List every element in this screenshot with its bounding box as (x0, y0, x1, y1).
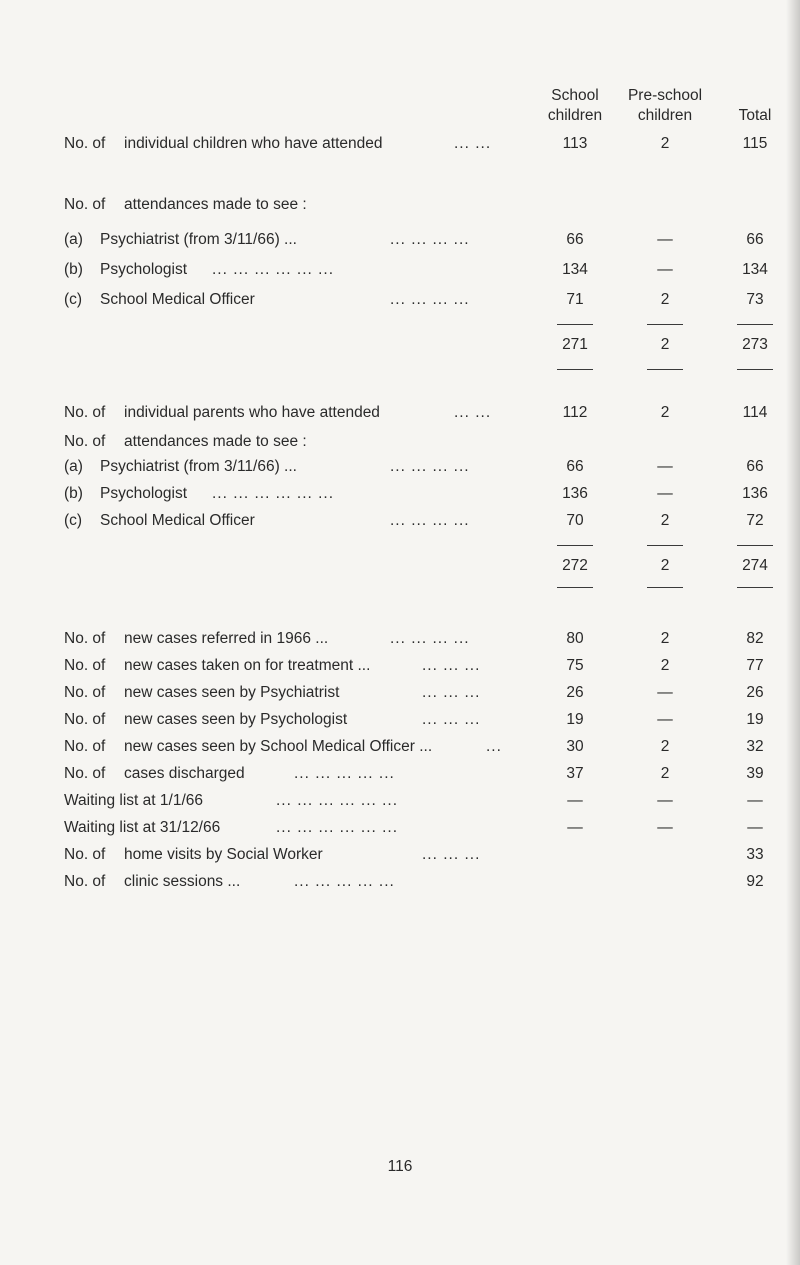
table-row (0, 871, 800, 893)
leader-dots: ... ... ... ... ... ... (212, 261, 335, 278)
row-label: attendances made to see : (124, 196, 307, 213)
leader-dots: ... ... ... ... ... (294, 873, 395, 890)
preschool-value: 2 (660, 657, 670, 674)
item-letter: (a) (64, 231, 83, 248)
school-value: 70 (566, 512, 584, 529)
column-header-total (720, 106, 790, 126)
preschool-value: 2 (660, 630, 670, 647)
preschool-value: 2 (660, 512, 670, 529)
subtotal-rule (557, 369, 593, 370)
item-letter: (b) (64, 261, 83, 278)
subtotal-rule (737, 369, 773, 370)
row-label: attendances made to see : (124, 433, 307, 450)
school-value: 272 (562, 557, 588, 574)
row-label: Psychiatrist (from 3/11/66) ... (100, 458, 297, 475)
subtotal-rule (647, 369, 683, 370)
total-value: — (747, 819, 763, 836)
leader-dots: ... ... ... ... (390, 630, 470, 647)
total-value: 77 (746, 657, 764, 674)
row-label: clinic sessions ... (124, 873, 241, 890)
row-prefix: No. of (64, 711, 106, 728)
column-header-preschool-children (615, 86, 715, 126)
table-row (0, 259, 800, 281)
leader-dots: ... ... ... ... ... (294, 765, 395, 782)
total-value: 115 (742, 135, 768, 152)
table-row (0, 817, 800, 839)
table-row (0, 682, 800, 704)
row-prefix: No. of (64, 657, 106, 674)
row-label: School Medical Officer (100, 291, 255, 308)
row-label: new cases seen by Psychiatrist (124, 684, 340, 701)
preschool-value: — (657, 485, 673, 502)
table-row (0, 844, 800, 866)
school-value: — (567, 819, 583, 836)
leader-dots: ... ... ... ... (390, 458, 470, 475)
preschool-value: 2 (660, 557, 670, 574)
row-label: new cases taken on for treatment ... (124, 657, 371, 674)
school-value: 136 (562, 485, 588, 502)
table-row (0, 456, 800, 478)
school-value: 80 (566, 630, 584, 647)
leader-dots: ... ... (454, 135, 492, 152)
preschool-value: — (657, 684, 673, 701)
row-prefix: No. of (64, 404, 106, 421)
school-value: — (567, 792, 583, 809)
preschool-value: — (657, 458, 673, 475)
leader-dots: ... ... ... ... (390, 291, 470, 308)
total-value: 136 (742, 485, 768, 502)
row-label: new cases seen by School Medical Officer ... (124, 738, 433, 755)
subtotal-row (0, 334, 800, 356)
page-edge-shadow (786, 0, 800, 1265)
total-value: 273 (742, 336, 768, 353)
table-row (0, 790, 800, 812)
school-value: 30 (566, 738, 584, 755)
row-label: Psychologist (100, 261, 188, 278)
preschool-value: — (657, 231, 673, 248)
table-row (0, 628, 800, 650)
subtotal-rule (737, 587, 773, 588)
leader-dots: ... (486, 738, 502, 755)
school-value: 112 (562, 404, 588, 421)
table-row (0, 709, 800, 731)
total-value: 82 (746, 630, 764, 647)
subtotal-rule (557, 324, 593, 325)
row-label: Psychologist (100, 485, 188, 502)
item-letter: (c) (64, 291, 83, 308)
school-value: 75 (566, 657, 584, 674)
school-value: 26 (566, 684, 584, 701)
row-label: home visits by Social Worker (124, 846, 323, 863)
subtotal-rule (647, 545, 683, 546)
school-value: 37 (566, 765, 584, 782)
leader-dots: ... ... ... ... ... ... (212, 485, 335, 502)
total-value: 114 (742, 404, 768, 421)
item-letter: (c) (64, 512, 83, 529)
row-label: Psychiatrist (from 3/11/66) ... (100, 231, 297, 248)
table-row (0, 655, 800, 677)
table-row (0, 510, 800, 532)
preschool-value: — (657, 711, 673, 728)
leader-dots: ... ... ... ... (390, 512, 470, 529)
table-row (0, 483, 800, 505)
total-value: 26 (746, 684, 764, 701)
header-line: children (547, 107, 603, 124)
subtotal-rule (647, 587, 683, 588)
header-line: School (551, 87, 599, 104)
total-value: 72 (746, 512, 764, 529)
row-prefix: No. of (64, 765, 106, 782)
preschool-value: 2 (660, 404, 670, 421)
total-value: 134 (742, 261, 768, 278)
row-label: cases discharged (124, 765, 245, 782)
school-value: 66 (566, 231, 584, 248)
total-value: 66 (746, 458, 764, 475)
row-label: School Medical Officer (100, 512, 255, 529)
leader-dots: ... ... ... (422, 684, 481, 701)
preschool-value: 2 (660, 135, 670, 152)
table-row (0, 289, 800, 311)
total-value: 92 (746, 873, 764, 890)
school-value: 19 (566, 711, 584, 728)
row-prefix: No. of (64, 433, 106, 450)
leader-dots: ... ... ... (422, 657, 481, 674)
subtotal-rule (647, 324, 683, 325)
row-prefix: No. of (64, 630, 106, 647)
row-label: Waiting list at 1/1/66 (64, 792, 203, 809)
school-value: 271 (562, 336, 588, 353)
school-value: 66 (566, 458, 584, 475)
row-prefix: No. of (64, 684, 106, 701)
row-prefix: No. of (64, 738, 106, 755)
page-number: 116 (387, 1158, 413, 1175)
subtotal-rule (557, 587, 593, 588)
column-header-school-children (535, 86, 615, 126)
row-label: Waiting list at 31/12/66 (64, 819, 221, 836)
row-prefix: No. of (64, 135, 106, 152)
subtotal-rule (557, 545, 593, 546)
row-label: new cases referred in 1966 ... (124, 630, 329, 647)
total-value: 66 (746, 231, 764, 248)
leader-dots: ... ... ... (422, 846, 481, 863)
table-row (0, 402, 800, 424)
row-prefix: No. of (64, 873, 106, 890)
preschool-value: 2 (660, 336, 670, 353)
preschool-value: 2 (660, 291, 670, 308)
row-prefix: No. of (64, 196, 106, 213)
item-letter: (b) (64, 485, 83, 502)
header-line: children (637, 107, 693, 124)
subtotal-row (0, 555, 800, 577)
subtotal-rule (737, 324, 773, 325)
total-value: 19 (746, 711, 764, 728)
item-letter: (a) (64, 458, 83, 475)
school-value: 134 (562, 261, 588, 278)
preschool-value: 2 (660, 765, 670, 782)
header-line: Total (738, 107, 772, 124)
preschool-value: — (657, 819, 673, 836)
row-label: new cases seen by Psychologist (124, 711, 348, 728)
table-row (0, 736, 800, 758)
table-row (0, 229, 800, 251)
leader-dots: ... ... ... (422, 711, 481, 728)
header-line: Pre-school (627, 87, 703, 104)
table-row (0, 133, 800, 155)
table-row (0, 431, 800, 453)
school-value: 113 (562, 135, 588, 152)
preschool-value: 2 (660, 738, 670, 755)
total-value: 32 (746, 738, 764, 755)
total-value: 73 (746, 291, 764, 308)
total-value: 274 (742, 557, 768, 574)
row-label: individual children who have attended (124, 135, 383, 152)
total-value: 33 (746, 846, 764, 863)
school-value: 71 (566, 291, 584, 308)
subtotal-rule (737, 545, 773, 546)
leader-dots: ... ... ... ... (390, 231, 470, 248)
preschool-value: — (657, 792, 673, 809)
table-row (0, 763, 800, 785)
leader-dots: ... ... ... ... ... ... (276, 819, 399, 836)
preschool-value: — (657, 261, 673, 278)
total-value: — (747, 792, 763, 809)
total-value: 39 (746, 765, 764, 782)
row-prefix: No. of (64, 846, 106, 863)
row-label: individual parents who have attended (124, 404, 380, 421)
leader-dots: ... ... ... ... ... ... (276, 792, 399, 809)
table-row (0, 194, 800, 216)
leader-dots: ... ... (454, 404, 492, 421)
